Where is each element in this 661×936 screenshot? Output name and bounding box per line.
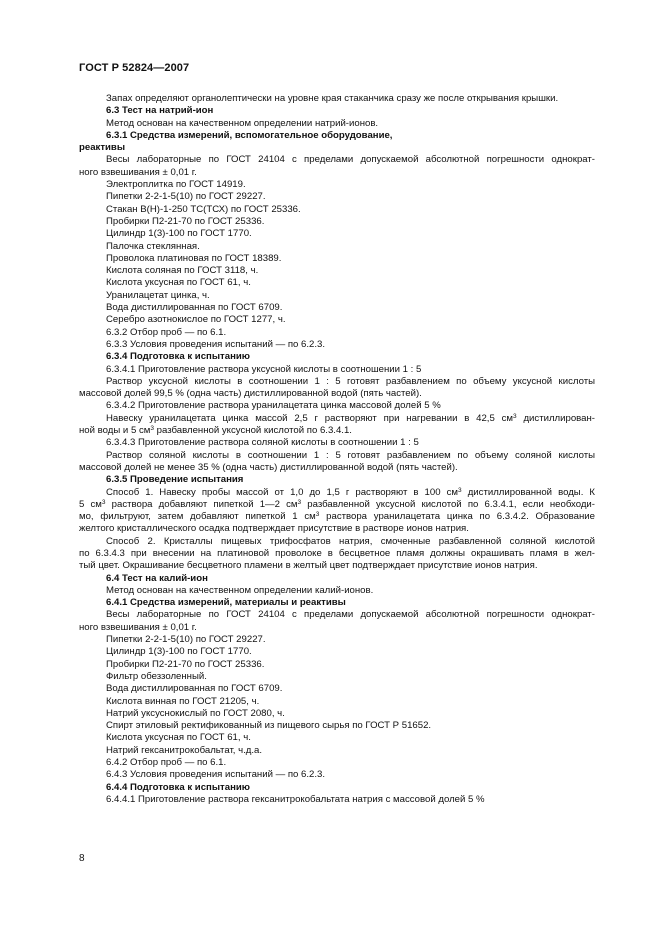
text-line: 6.3.4.3 Приготовление раствора соляной кислоты в соотношении 1 : 5 xyxy=(106,437,419,449)
document-header: ГОСТ Р 52824—2007 xyxy=(79,62,190,74)
text-line: Серебро азотнокислое по ГОСТ 1277, ч. xyxy=(106,314,286,326)
text-line: массовой долей не менее 35 % (одна часть) дистиллированной водой (пять частей). xyxy=(79,461,458,473)
document-body xyxy=(79,93,595,806)
text-line: Вода дистиллированная по ГОСТ 6709. xyxy=(106,302,283,314)
text-line: Цилиндр 1(3)-100 по ГОСТ 1770. xyxy=(106,228,252,240)
text-line: 6.4.2 Отбор проб — по 6.1. xyxy=(106,757,227,769)
text-line: Пробирки П2-21-70 по ГОСТ 25336. xyxy=(106,215,265,227)
text-line: ного взвешивания ± 0,01 г. xyxy=(79,621,197,633)
text-line: Цилиндр 1(3)-100 по ГОСТ 1770. xyxy=(106,646,252,658)
text-line: по 6.3.4.3 при внесении на платиновой проволоке в бесцветное пламя должны окрашивать пламя в жел- xyxy=(79,547,595,559)
text-line: 6.4.3 Условия проведения испытаний — по 6.2.3. xyxy=(106,769,326,781)
text-line: Натрий гексанитрокобальтат, ч.д.а. xyxy=(106,744,263,756)
section-heading: 6.4.4 Подготовка к испытанию xyxy=(106,781,250,793)
text-line: желтого кристаллического осадка подтверждает присутствие в растворе ионов натрия. xyxy=(79,523,469,535)
text-line: Уранилацетат цинка, ч. xyxy=(106,289,210,301)
text-line: 6.3.2 Отбор проб — по 6.1. xyxy=(106,326,227,338)
text-line: Проволока платиновая по ГОСТ 18389. xyxy=(106,252,282,264)
text-line: 6.3.4.1 Приготовление раствора уксусной кислоты в соотношении 1 : 5 xyxy=(106,363,422,375)
text-line: Раствор соляной кислоты в соотношении 1 : 5 готовят разбавлением по объему соляной кислоты xyxy=(106,449,595,461)
text-line: Спирт этиловый ректификованный из пищевого сырья по ГОСТ Р 51652. xyxy=(106,720,432,732)
text-line: ного взвешивания ± 0,01 г. xyxy=(79,166,197,178)
text-line: Фильтр обеззоленный. xyxy=(106,670,207,682)
section-heading: 6.3.1 Средства измерений, вспомогательное оборудование, xyxy=(106,129,393,141)
text-line: Палочка стеклянная. xyxy=(106,240,200,252)
section-heading: 6.4.1 Средства измерений, материалы и реактивы xyxy=(106,597,346,609)
text-line: Пробирки П2-21-70 по ГОСТ 25336. xyxy=(106,658,265,670)
text-line: Метод основан на качественном определении натрий-ионов. xyxy=(106,117,379,129)
text-line: Кислота уксусная по ГОСТ 61, ч. xyxy=(106,732,251,744)
section-heading: 6.4 Тест на калий-ион xyxy=(106,572,208,584)
text-line: мо, фильтруют, затем добавляют пипеткой 1 $см^3$ раствора уранилацетата цинка по 6.3.4.2. Образование xyxy=(79,511,595,523)
text-line: Пипетки 2-2-1-5(10) по ГОСТ 29227. xyxy=(106,634,266,646)
text-line: Электроплитка по ГОСТ 14919. xyxy=(106,179,246,191)
text-line: Весы лабораторные по ГОСТ 24104 с пределами допускаемой абсолютной погрешности однократ- xyxy=(106,609,595,621)
text-line: Способ 1. Навеску пробы массой от 1,0 до 1,5 г растворяют в 100 $см^3$ дистиллированной воды. К xyxy=(106,486,595,498)
text-line: Кислота соляная по ГОСТ 3118, ч. xyxy=(106,265,259,277)
text-line: тый цвет. Окрашивание бесцветного пламени в желтый цвет подтверждает присутствие ионов натрия. xyxy=(79,560,538,572)
text-line: Метод основан на качественном определении калий-ионов. xyxy=(106,584,374,596)
text-line: Стакан В(Н)-1-250 ТС(ТСХ) по ГОСТ 25336. xyxy=(106,203,301,215)
text-line: Способ 2. Кристаллы пищевых трифосфатов натрия, смоченные разбавленной соляной кислотой xyxy=(106,535,595,547)
text-line: 6.3.4.2 Приготовление раствора уранилацетата цинка массовой долей 5 % xyxy=(106,400,441,412)
section-heading: 6.3.5 Проведение испытания xyxy=(106,474,244,486)
text-line: Раствор уксусной кислоты в соотношении 1 : 5 готовят разбавлением по объему уксусной кислоты xyxy=(106,375,595,387)
text-line: Кислота уксусная по ГОСТ 61, ч. xyxy=(106,277,251,289)
text-line: 6.3.3 Условия проведения испытаний — по 6.2.3. xyxy=(106,338,326,350)
text-line: Вода дистиллированная по ГОСТ 6709. xyxy=(106,683,283,695)
text-line: ной воды и 5 $см^3$ разбавленной уксусной кислотой по 6.3.4.1. xyxy=(79,425,352,437)
section-heading: 6.3.4 Подготовка к испытанию xyxy=(106,351,250,363)
text-line: Натрий уксуснокислый по ГОСТ 2080, ч. xyxy=(106,707,285,719)
text-line: Пипетки 2-2-1-5(10) по ГОСТ 29227. xyxy=(106,191,266,203)
text-line: Навеску уранилацетата цинка массой 2,5 г растворяют при нагревании в 42,5 $см^3$ дистиллирован- xyxy=(106,412,595,424)
text-line: Кислота винная по ГОСТ 21205, ч. xyxy=(106,695,260,707)
text-line: массовой долей 99,5 % (одна часть) дистиллированной водой (пять частей). xyxy=(79,388,422,400)
text-line: Весы лабораторные по ГОСТ 24104 с пределами допускаемой абсолютной погрешности однократ- xyxy=(106,154,595,166)
section-heading: 6.3 Тест на натрий-ион xyxy=(106,105,214,117)
text-line: 6.4.4.1 Приготовление раствора гексанитрокобальтата натрия с массовой долей 5 % xyxy=(106,793,485,805)
text-line: Запах определяют органолептически на уровне края стаканчика сразу же после открывания крышки. xyxy=(106,93,559,104)
page-number: 8 xyxy=(79,853,85,864)
text-line: 5 $см^3$ раствора добавляют пипеткой 1—2 $см^3$ разбавленной уксусной кислотой по 6.3.4.1, если необходи- xyxy=(79,498,595,510)
section-heading: реактивы xyxy=(79,142,126,154)
